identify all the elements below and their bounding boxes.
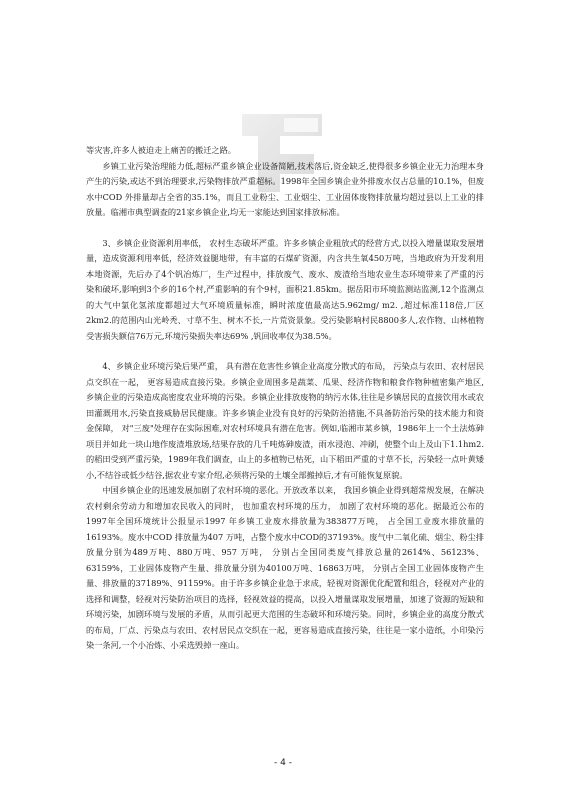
- paragraph-rural-environment: 中国乡镇企业的迅速发展加剧了农村环境的恶化。开放改革以来， 我国乡镇企业得到超常规发展，在解决农村剩余劳动力和增加农民收入的同时， 也加重农村环境的压力， 加剧了农村环境的恶化。据最近公布的1997年全国环境统计公报显示1997 年乡镇工业废水排放量为383877万吨， 占全国工业废水排放量的16193%。废水中COD 排放量为407 万吨，占整个废水中COD的37193%。废气中二氧化硫、烟尘、粉尘排放量分别为489万吨、880万吨、957 万吨， 分别占全国同类废气排放总量的2614%、56123%、63159%，工业固体废物产生量、排放量分别为40100万吨、16863万吨， 分别占全国工业固体废物产生量、排放量的37189%、91159%。由于许多乡镇企业急于求成，轻视对资源优化配置和组合，轻视对产业的选择和调整，轻视对污染防治项目的选择，轻视效益的提高，以投入增量谋取发展增量，加速了资源的短缺和环境污染，加剧环境与发展的矛盾，从而引起更大范围的生态破坏和环境污染。同时，乡镇企业的高度分散式的布局，厂点、污染点与农田、农村居民点交织在一起，更容易造成直接污染，往往是一家小造纸，小印染污染一条河,一个小冶炼、小采选毁掉一座山。: [86, 485, 484, 650]
- paragraph-resource-utilization: 3、乡镇企业资源利用率低， 农村生态破坏严重。许多乡镇企业粗放式的经营方式,以投入增量谋取发展增量，造成资源利用率低，经济效益腿地带，有丰富的石煤矿资源，内含共生氧450万吨，当地政府为开发利用本地资源，先后办了4个钒冶炼厂，生产过程中，排放废气、废水、废渣给当地农业生态环境带来了严重的污染和破坏,影响到3个乡的16个村,严重影响的有个9村，面积21.85km。据岳阳市环境监测站监测,12个监测点的大气中氯化氢浓度都超过大气环境质量标准，瞬时浓度值最高达5.962mg/ m2. ,超过标准118倍,厂区2km2.的范围内山光岭秃、寸草不生、树木不长,一片荒资景象。受污染影响村民8800多人,农作物、山林植物受害损失额信76万元,环境污染损失率达69% ,钒回收率仅为38.5%。: [86, 237, 484, 341]
- page-number: - 4 -: [274, 758, 292, 768]
- body-text: [86, 143, 484, 654]
- paragraph-pollution-control: 乡镇工业污染治理能力低,超标严重乡镇企业设备简陋,技术落后,资金缺乏,使得很多乡镇企业无力治理本身产生的污染,或达不到治理要求,污染物排放严重超标。1998年全国乡镇企业外排废水仅占总量的10.1%，但废水中COD 外排量却占全省的35.1%，而且工业粉尘、工业烟尘、工业固体废物排放量均超过县以上工业的排放量。临湘市典型调查的21家乡镇企业,均无一家能达到国家排放标准。: [86, 160, 484, 217]
- paragraph-intro-tail: 等灾害,许多人被迫走上痛苦的搬迁之路。: [86, 145, 236, 155]
- paragraph-pollution-consequences: 4、乡镇企业环境污染后果严重， 具有潜在危害性乡镇企业高度分散式的布局， 污染点与农田、农村居民点交织在一起， 更容易造成直接污染。乡镇企业周围多是蔬菜、瓜果、经济作物和粮食作物种植密集产地区,乡镇企业的污染造成高密度农业环境的污染。乡镇企业排放废物的纳污水体,往往是乡镇居民的直接饮用水或农田灌溉用水,污染直接威胁居民健康。许多乡镇企业没有良好的污染防治措施,不具备防治污染的技术能力和资金保障， 对"三废"处理存在实际困难,对农村环境具有潜在危害。例如,临湘市某乡镇，1986年上一个土法炼砷项目并如此一块山地作废渣堆放场,结果存放的几千吨炼砷废渣，雨水浸泡、冲刷，使整个山上及山下1.1hm2. 的稻田受到严重污染，1989年我们调查，山上的多植物已枯死，山下稻田严重的寸草不长，污染轻一点叶黄矮小,不结谷或低少结谷,据农业专家介绍,必须将污染的土壤全部搬掉后,才有可能恢复原貌。: [86, 361, 484, 480]
